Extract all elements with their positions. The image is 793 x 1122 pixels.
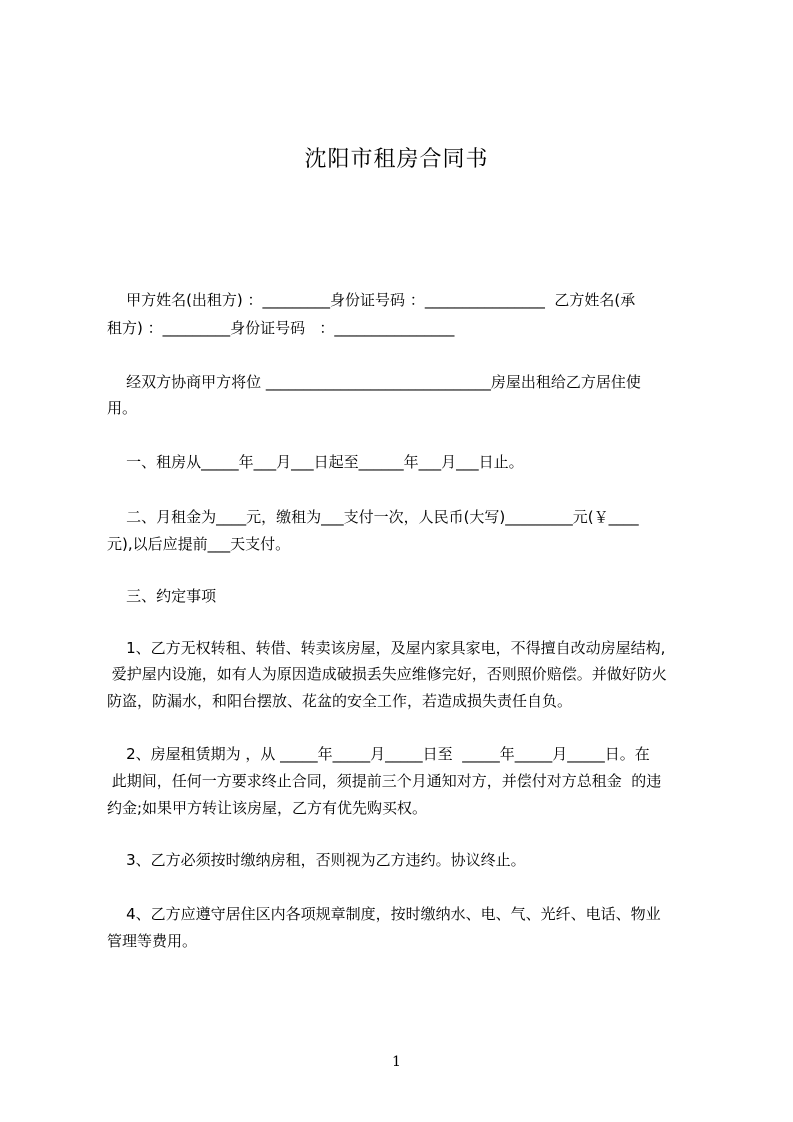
term-2-line-1: 2、房屋租赁期为 ，从 _____年_____月_____日至 _____年_____月_____日。在	[107, 745, 650, 763]
clause-rent-line-2: 元),以后应提前___天支付。	[107, 535, 291, 553]
clause-rental-period: 一、租房从_____年___月___日起至______年___月___日止。	[107, 453, 524, 471]
term-2-line-2: 此期间，任何一方要求终止合同，须提前三个月通知对方，并偿付对方总租金 的违	[107, 772, 662, 790]
intro-line-2: 用。	[107, 399, 138, 417]
clause-agreed-items-heading: 三、约定事项	[107, 587, 217, 605]
term-4-line-2: 管理等费用。	[107, 932, 198, 950]
intro-line-1: 经双方协商甲方将位 ______________________________房屋出租给乙方居住使	[107, 373, 641, 391]
term-2-line-3: 约金;如果甲方转让该房屋，乙方有优先购买权。	[107, 799, 428, 817]
term-1-line-1: 1、乙方无权转租、转借、转卖该房屋，及屋内家具家电，不得擅自改动房屋结构,	[107, 639, 666, 657]
parties-line-1: 甲方姓名(出租方) ：_________身份证号码 ：________________ 乙方姓名(承	[107, 291, 636, 309]
parties-line-2: 租方) ：_________身份证号码 ：________________	[107, 319, 455, 337]
clause-rent-line-1: 二、月租金为____元，缴租为___支付一次，人民币(大写)_________元(￥____	[107, 508, 639, 526]
page-number: 1	[392, 1054, 401, 1070]
term-4-line-1: 4、乙方应遵守居住区内各项规章制度，按时缴纳水、电、气、光纤、电话、物业	[107, 905, 661, 923]
page-title: 沈阳市租房合同书	[304, 147, 489, 172]
term-1-line-3: 防盗，防漏水，和阳台摆放、花盆的安全工作，若造成损失责任自负。	[107, 692, 573, 710]
term-1-line-2: 爱护屋内设施，如有人为原因造成破损丢失应维修完好，否则照价赔偿。并做好防火	[107, 665, 667, 683]
term-3: 3、乙方必须按时缴纳房租，否则视为乙方违约。协议终止。	[107, 851, 526, 869]
